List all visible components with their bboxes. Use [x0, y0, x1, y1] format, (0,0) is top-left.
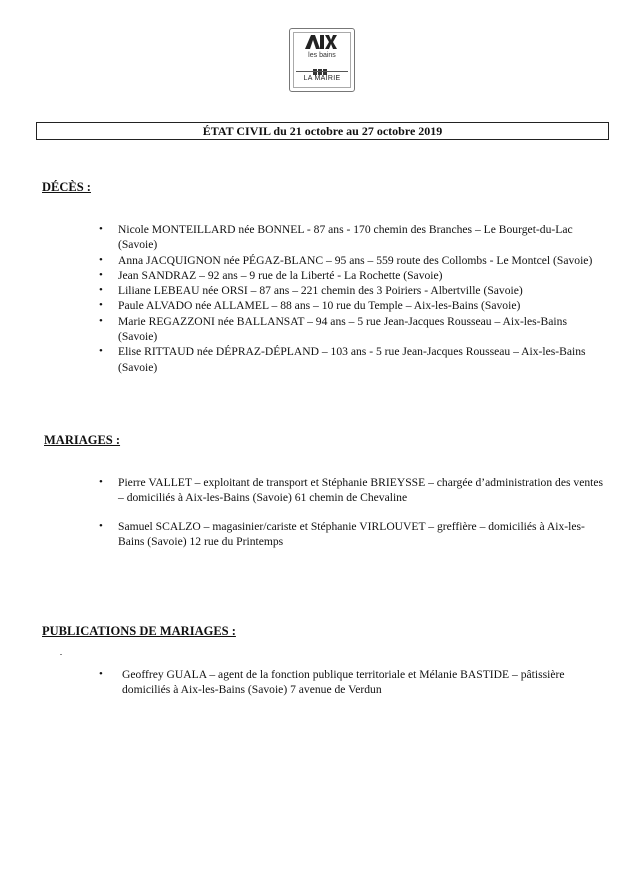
list-item: • Jean SANDRAZ – 92 ans – 9 rue de la Liberté - La Rochette (Savoie): [99, 268, 443, 282]
publications-heading: PUBLICATIONS DE MARIAGES :: [42, 624, 236, 638]
bullet-icon: •: [99, 284, 103, 297]
list-item: • Samuel SCALZO – magasinier/cariste et Stéphanie VIRLOUVET – greffière – domiciliés à Aix-les-Bains (Savoie) 12 rue du Printemps: [99, 519, 585, 548]
logo-divider: [296, 71, 348, 72]
logo-subtitle: les bains: [308, 52, 336, 59]
publications-list: [99, 667, 608, 698]
bullet-icon: •: [99, 519, 103, 532]
list-item: • Pierre VALLET – exploitant de transport et Stéphanie BRIEYSSE – chargée d’administration des ventes – domiciliés à Aix-les-Bains (Savoie) 61 chemin de Chevaline: [99, 476, 604, 505]
scan-speck: [60, 654, 62, 655]
bullet-icon: •: [99, 253, 103, 266]
list-item: • Nicole MONTEILLARD née BONNEL - 87 ans - 170 chemin des Branches – Le Bourget-du-Lac (Savoie): [99, 223, 573, 252]
list-item: • Elise RITTAUD née DÉPRAZ-DÉPLAND – 103 ans - 5 rue Jean-Jacques Rousseau – Aix-les-Bains (Savoie): [99, 345, 586, 374]
bullet-icon: •: [99, 345, 103, 358]
document-title: ÉTAT CIVIL du 21 octobre au 27 octobre 2019: [36, 122, 609, 140]
list-item: • Geoffrey GUALA – agent de la fonction publique territoriale et Mélanie BASTIDE – pâtissière domiciliés à Aix-les-Bains (Savoie) 7 avenue de Verdun: [99, 668, 565, 697]
list-item: • Paule ALVADO née ALLAMEL – 88 ans – 10 rue du Temple – Aix-les-Bains (Savoie): [99, 299, 521, 313]
list-item: • Marie REGAZZONI née BALLANSAT – 94 ans – 5 rue Jean-Jacques Rousseau – Aix-les-Bains (Savoie): [99, 314, 567, 344]
deces-list: [99, 222, 604, 375]
mairie-logo: [289, 28, 355, 92]
logo-bars: [313, 62, 329, 68]
bullet-icon: •: [99, 268, 103, 281]
mariages-list: [99, 475, 604, 549]
deces-heading: DÉCÈS :: [42, 180, 91, 194]
bullet-icon: •: [99, 223, 103, 235]
list-item: • Anna JACQUIGNON née PÉGAZ-BLANC – 95 ans – 559 route des Collombs - Le Montcel (Savoie): [99, 253, 593, 267]
list-item: • Liliane LEBEAU née ORSI – 87 ans – 221 chemin des 3 Poiriers - Albertville (Savoie): [99, 284, 523, 298]
mariages-heading: MARIAGES :: [44, 433, 121, 447]
logo-org: LA MAIRIE: [303, 75, 341, 82]
bullet-icon: •: [99, 314, 103, 327]
bullet-icon: •: [99, 299, 103, 312]
aix-logo-mark: [304, 34, 338, 50]
bullet-icon: •: [99, 668, 103, 680]
bullet-icon: •: [99, 476, 103, 488]
